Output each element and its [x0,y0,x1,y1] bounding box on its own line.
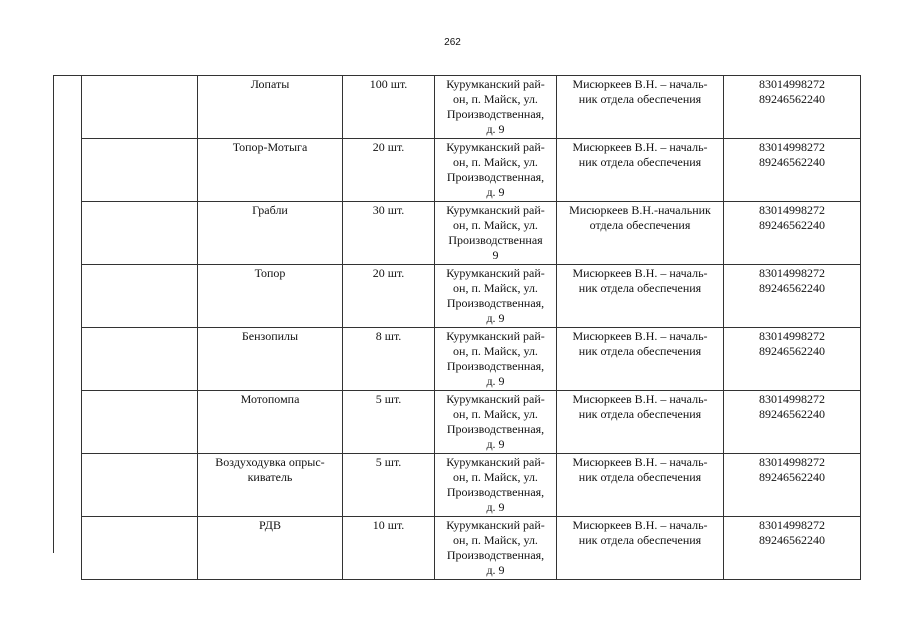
blank-cell [82,202,198,265]
blank-cell [82,76,198,139]
contact-cell: Мисюркеев В.Н. – началь- ник отдела обеспечения [557,391,724,454]
blank-cell [82,454,198,517]
item-name-cell: РДВ [198,517,343,580]
item-name-cell: Топор-Мотыга [198,139,343,202]
blank-cell [82,328,198,391]
left-margin-column [53,75,81,553]
table-row [82,265,861,328]
blank-cell [82,391,198,454]
phones-cell: 83014998272 89246562240 [724,265,861,328]
address-cell: Курумканский рай- он, п. Майск, ул. Производственная, д. 9 [435,328,557,391]
address-cell: Курумканский рай- он, п. Майск, ул. Производственная, д. 9 [435,76,557,139]
table-row [82,139,861,202]
phones-cell: 83014998272 89246562240 [724,454,861,517]
quantity-cell: 5 шт. [343,391,435,454]
quantity-cell: 20 шт. [343,139,435,202]
contact-cell: Мисюркеев В.Н. – началь- ник отдела обеспечения [557,328,724,391]
quantity-cell: 30 шт. [343,202,435,265]
contact-cell: Мисюркеев В.Н. – началь- ник отдела обеспечения [557,139,724,202]
item-name-cell: Мотопомпа [198,391,343,454]
phones-cell: 83014998272 89246562240 [724,202,861,265]
quantity-cell: 8 шт. [343,328,435,391]
address-cell: Курумканский рай- он, п. Майск, ул. Производственная, д. 9 [435,265,557,328]
phones-cell: 83014998272 89246562240 [724,328,861,391]
quantity-cell: 5 шт. [343,454,435,517]
quantity-cell: 100 шт. [343,76,435,139]
quantity-cell: 10 шт. [343,517,435,580]
table-row [82,454,861,517]
address-cell: Курумканский рай- он, п. Майск, ул. Производственная, д. 9 [435,139,557,202]
page-number: 262 [444,37,461,48]
address-cell: Курумканский рай- он, п. Майск, ул. Производственная, д. 9 [435,391,557,454]
table-row [82,391,861,454]
quantity-cell: 20 шт. [343,265,435,328]
contact-cell: Мисюркеев В.Н. – началь- ник отдела обеспечения [557,265,724,328]
item-name-cell: Топор [198,265,343,328]
contact-cell: Мисюркеев В.Н.-начальник отдела обеспечения [557,202,724,265]
blank-cell [82,139,198,202]
blank-cell [82,517,198,580]
table-row [82,517,861,580]
phones-cell: 83014998272 89246562240 [724,139,861,202]
table-row [82,202,861,265]
address-cell: Курумканский рай- он, п. Майск, ул. Производственная 9 [435,202,557,265]
address-cell: Курумканский рай- он, п. Майск, ул. Производственная, д. 9 [435,454,557,517]
phones-cell: 83014998272 89246562240 [724,391,861,454]
item-name-cell: Бензопилы [198,328,343,391]
item-name-cell: Воздуходувка опрыс- киватель [198,454,343,517]
table-row [82,76,861,139]
contact-cell: Мисюркеев В.Н. – началь- ник отдела обеспечения [557,517,724,580]
blank-cell [82,265,198,328]
contact-cell: Мисюркеев В.Н. – началь- ник отдела обеспечения [557,76,724,139]
phones-cell: 83014998272 89246562240 [724,517,861,580]
contact-cell: Мисюркеев В.Н. – началь- ник отдела обеспечения [557,454,724,517]
phones-cell: 83014998272 89246562240 [724,76,861,139]
resources-table [81,75,861,580]
address-cell: Курумканский рай- он, п. Майск, ул. Производственная, д. 9 [435,517,557,580]
item-name-cell: Лопаты [198,76,343,139]
table-row [82,328,861,391]
item-name-cell: Грабли [198,202,343,265]
